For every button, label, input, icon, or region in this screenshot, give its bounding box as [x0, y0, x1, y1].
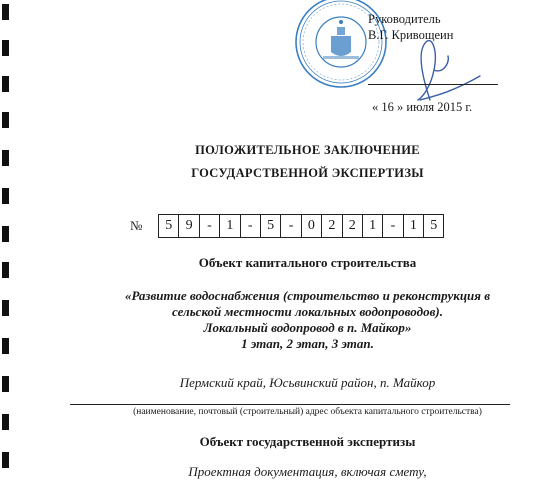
- expertise-subject-line: Проектная документация, включая смету,: [188, 464, 427, 479]
- number-cell: 5: [159, 215, 179, 237]
- number-cells: [158, 214, 444, 238]
- expertise-heading: Объект государственной экспертизы: [199, 434, 416, 449]
- binding-hole: [2, 452, 9, 468]
- binding-hole: [2, 76, 9, 92]
- signature-line: [368, 84, 498, 85]
- binding-hole: [2, 300, 9, 316]
- object-heading: Объект капитального строительства: [198, 255, 417, 270]
- binding-hole: [2, 338, 9, 354]
- number-cell: -: [200, 215, 220, 237]
- number-cell: 1: [220, 215, 240, 237]
- number-cell: 1: [404, 215, 424, 237]
- number-cell: 0: [302, 215, 322, 237]
- number-cell: 5: [430, 218, 438, 233]
- document-title-line-2: ГОСУДАРСТВЕННОЙ ЭКСПЕРТИЗЫ: [191, 166, 424, 180]
- object-name-line: Локальный водопровод в п. Майкор»: [203, 320, 412, 335]
- binding-hole: [2, 150, 9, 166]
- address-underline: [70, 404, 510, 405]
- approver-role: Руководитель: [368, 12, 441, 26]
- conclusion-number: [130, 214, 444, 238]
- object-name: [60, 288, 555, 352]
- address-caption: (наименование, почтовый (строительный) адрес объекта капитального строительства): [133, 407, 482, 417]
- number-cell: -: [383, 215, 403, 237]
- object-name-line: 1 этап, 2 этап, 3 этап.: [241, 336, 374, 351]
- object-name-line: сельской местности локальных водопроводов).: [172, 304, 443, 319]
- binding-hole: [2, 188, 9, 204]
- object-address: Пермский край, Юсьвинский район, п. Майкор: [179, 375, 436, 390]
- document-title-line-1: ПОЛОЖИТЕЛЬНОЕ ЗАКЛЮЧЕНИЕ: [195, 143, 420, 157]
- approval-date: « 16 » июля 2015 г.: [372, 100, 473, 114]
- number-cell: -: [281, 215, 301, 237]
- number-cell: 2: [343, 215, 363, 237]
- approver-name: В.Г. Кривощеин: [368, 28, 454, 42]
- number-sign: №: [130, 218, 143, 233]
- number-cell: 9: [179, 215, 199, 237]
- object-name-line: «Развитие водоснабжения (строительство и реконструкция в: [124, 288, 491, 303]
- binding-hole: [2, 414, 9, 430]
- number-cell: -: [241, 215, 261, 237]
- binding-hole: [2, 112, 9, 128]
- binding-hole: [2, 40, 9, 56]
- number-cell: 5: [261, 215, 281, 237]
- binding-hole: [2, 376, 9, 392]
- number-cell: 2: [322, 215, 342, 237]
- binding-hole: [2, 4, 9, 20]
- expertise-subject: [60, 464, 555, 480]
- binding-strip: [0, 0, 14, 488]
- binding-hole: [2, 226, 9, 242]
- number-cell: 1: [363, 215, 383, 237]
- binding-hole: [2, 262, 9, 278]
